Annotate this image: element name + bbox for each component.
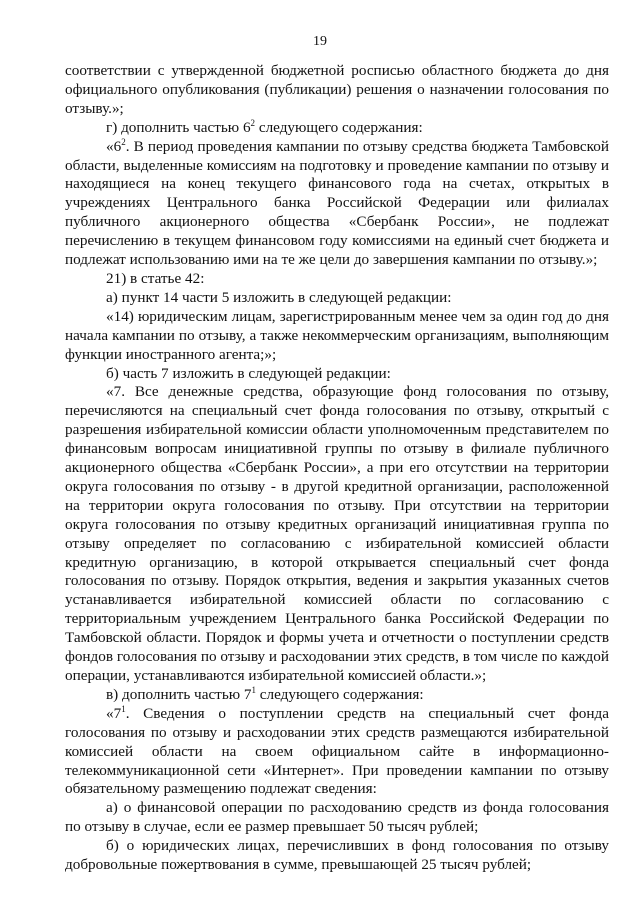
page-number: 19: [313, 34, 327, 49]
paragraph-2: г) дополнить частью $6^2$ следующего содержания:: [106, 117, 423, 136]
paragraph-1: соответствии с утвержденной бюджетной росписью областного бюджета до дня официального опубликования (публикации) решения о назначении голосования по отзыву.»;: [65, 62, 609, 117]
paragraph-8: «7. Все денежные средства, образующие фонд голосования по отзыву, перечисляются на специальный счет фонда голосования по отзыву, открытый с разрешения избирательной комиссии области уполномоченным представителем по финансовым вопросам инициативной группы по отзыву в филиале публичного акционерного общества «Сбербанк России», а при его отсутствии на территории округа голосования по отзыву - в другой кредитной организации, расположенной на территории округа голосования по отзыву. При отсутствии на территории округа голосования по отзыву кредитных организаций инициативная группа по отзыву определяет по согласованию с избирательной комиссией области кредитную организацию, в которой открывается специальный счет фонда голосования по отзыву. Порядок открытия, ведения и закрытия указанных счетов устанавливается избирательной комиссией области по согласованию с территориальным учреждением Центрального банка Российской Федерации по Тамбовской области. Порядок и формы учета и отчетности о поступлении средств фондов голосования по отзыву и расходовании этих средств, в том числе по каждой операции, устанавливаются избирательной комиссией области.»;: [65, 383, 609, 684]
paragraph-5: а) пункт 14 части 5 изложить в следующей редакции:: [106, 288, 452, 306]
document-body: [65, 62, 609, 875]
paragraph-6: «14) юридическим лицам, зарегистрированным менее чем за один год до дня начала кампании по отзыву, а также некоммерческим организациям, выполняющим функции иностранного агента;»;: [65, 307, 609, 363]
paragraph-10: «$7^1$. Сведения о поступлении средств на специальный счет фонда голосования по отзыву и расходовании этих средств размещаются избирательной комиссией области на своем официальном сайте в информационно-телекоммуникационной сети «Интернет». При проведении кампании по отзыву обязательному размещению подлежат сведения:: [65, 703, 609, 798]
paragraph-11: а) о финансовой операции по расходованию средств из фонда голосования по отзыву в случае, если ее размер превышает 50 тысяч рублей;: [65, 799, 609, 836]
paragraph-4: 21) в статье 42:: [106, 269, 205, 287]
paragraph-9: в) дополнить частью $7^1$ следующего содержания:: [106, 684, 424, 703]
paragraph-12: б) о юридических лицах, перечисливших в фонд голосования по отзыву добровольные пожертвования в сумме, превышающей 25 тысяч рублей;: [65, 837, 609, 874]
paragraph-3: «$6^2$. В период проведения кампании по отзыву средства бюджета Тамбовской области, выделенные комиссиям на подготовку и проведение кампании по отзыву и находящиеся на конец текущего финансового года на счетах, открытых в учреждениях Центрального банка Российской Федерации или филиалах публичного акционерного общества «Сбербанк России», не подлежат перечислению в текущем финансовом году комиссиями на единый счет бюджета и подлежат использованию ими на те же цели до завершения кампании по отзыву.»;: [65, 136, 609, 269]
paragraph-7: б) часть 7 изложить в следующей редакции:: [106, 364, 391, 382]
